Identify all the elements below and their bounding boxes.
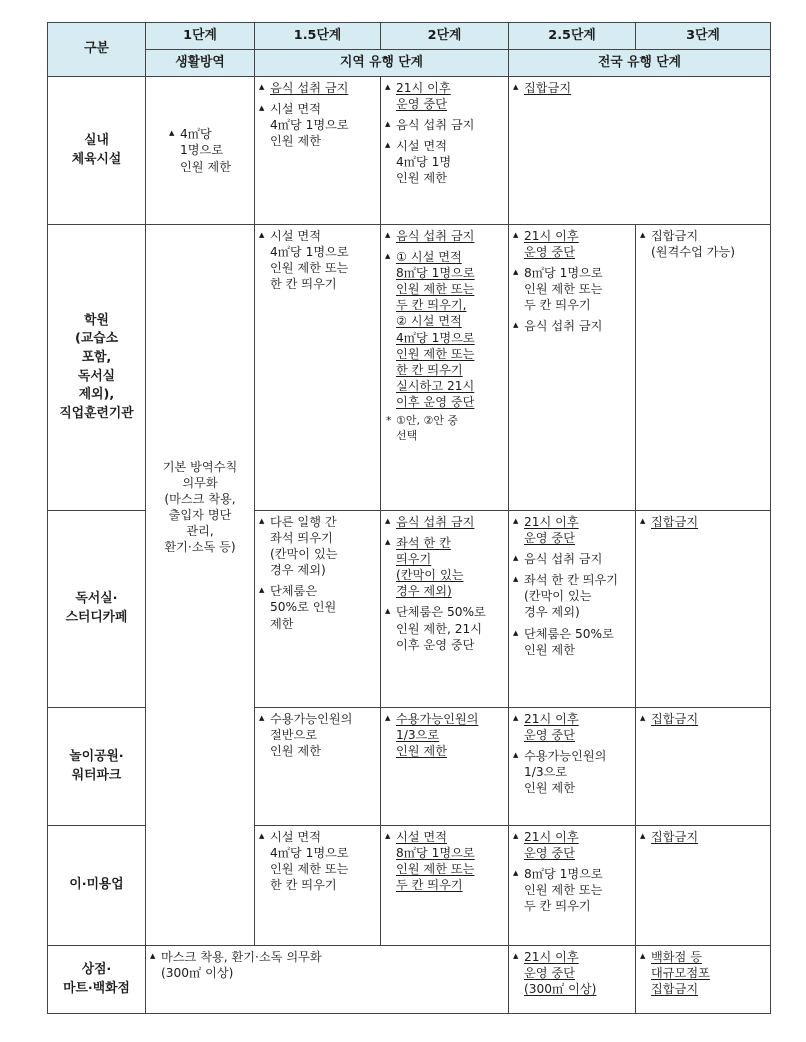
row-label-text: 상점· 마트·백화점 bbox=[63, 961, 130, 996]
bullet-item bbox=[640, 711, 766, 727]
bullet-item: ▲ 단체룸은 50%로 인원 제한 bbox=[513, 626, 631, 658]
row-label-indoor-sports bbox=[48, 77, 146, 225]
bullet-item: ▲ 좌석 한 칸 띄우기 (칸막이 있는 경우 제외) bbox=[513, 572, 631, 620]
bullet-item bbox=[513, 228, 631, 260]
underlined-text: 좌석 한 칸 띄우기 (칸막이 있는 경우 제외) bbox=[396, 536, 464, 599]
bullet-item: ▲ 시설 면적 4㎡당 1명 인원 제한 bbox=[385, 138, 504, 186]
header-category: 구분 bbox=[48, 23, 146, 77]
cell-beauty-s2 bbox=[381, 826, 509, 946]
cell-indoor-s15 bbox=[255, 77, 381, 225]
bullet-item bbox=[385, 228, 504, 244]
bullet-item bbox=[385, 249, 504, 410]
cell-academy-s25 bbox=[509, 225, 636, 511]
underlined-text: 집합금지 bbox=[651, 712, 699, 726]
group-daily-life: 생활방역 bbox=[146, 50, 255, 77]
bullet-item: ▲ 음식 섭취 금지 bbox=[385, 117, 504, 133]
underlined-text: 21시 이후 운영 중단 bbox=[524, 229, 579, 260]
restriction-table bbox=[47, 22, 771, 1014]
bullet-item: ▲ 단체룸은 50%로 인원 제한, 21시 이후 운영 중단 bbox=[385, 604, 504, 652]
bullet-item: ▲ 4㎡당 1명으로 인원 제한 bbox=[169, 126, 231, 174]
bullet-item: ▲ 시설 면적 4㎡당 1명으로 인원 제한 bbox=[259, 101, 376, 149]
header-stage-2: 2단계 bbox=[381, 23, 509, 50]
cell-stores-s1-s2 bbox=[146, 946, 509, 1014]
cell-indoor-s1 bbox=[146, 77, 255, 225]
underlined-text: 백화점 등 대규모점포 집합금지 bbox=[651, 950, 710, 997]
bullet-item: ▲ 시설 면적 4㎡당 1명으로 인원 제한 또는 한 칸 띄우기 bbox=[259, 829, 376, 893]
bullet-item bbox=[385, 514, 504, 530]
underlined-text: 21시 이후 운영 중단 bbox=[396, 81, 451, 112]
bullet-item: ▲ 음식 섭취 금지 bbox=[513, 551, 631, 567]
underlined-text: 집합금지 bbox=[524, 81, 572, 95]
cell-beauty-s25 bbox=[509, 826, 636, 946]
bullet-item bbox=[640, 829, 766, 845]
bullet-item: ▲ 수용가능인원의 1/3으로 인원 제한 bbox=[513, 748, 631, 796]
row-label-beauty bbox=[48, 826, 146, 946]
underlined-text: 음식 섭취 금지 bbox=[396, 515, 475, 529]
row-label-text: 이·미용업 bbox=[69, 877, 124, 893]
bullet-item bbox=[385, 829, 504, 893]
underlined-text: 수용가능인원의 1/3으로 인원 제한 bbox=[396, 712, 479, 759]
cell-academy-s3 bbox=[636, 225, 771, 511]
row-label-study-cafe bbox=[48, 511, 146, 708]
cell-indoor-s25-s3 bbox=[509, 77, 771, 225]
cell-indoor-s2 bbox=[381, 77, 509, 225]
cell-academy-s15 bbox=[255, 225, 381, 511]
bullet-item: ▲ 시설 면적 4㎡당 1명으로 인원 제한 또는 한 칸 띄우기 bbox=[259, 228, 376, 292]
underlined-text: 21시 이후 운영 중단 bbox=[524, 712, 579, 743]
bullet-item: ▲ 마스크 착용, 환기·소독 의무화 (300㎡ 이상) bbox=[150, 949, 504, 981]
bullet-item bbox=[513, 949, 631, 997]
underlined-text: 21시 이후 운영 중단 bbox=[524, 515, 579, 546]
bullet-item: ▲ 8㎡당 1명으로 인원 제한 또는 두 칸 띄우기 bbox=[513, 866, 631, 914]
bullet-item: ▲ 집합금지 (원격수업 가능) bbox=[640, 228, 766, 260]
row-label-text: 실내 체육시설 bbox=[71, 132, 122, 167]
underlined-text: 음식 섭취 금지 bbox=[396, 229, 475, 243]
bullet-item bbox=[513, 829, 631, 861]
bullet-item bbox=[385, 535, 504, 599]
underlined-text: 음식 섭취 금지 bbox=[270, 81, 349, 95]
bullet-item bbox=[259, 80, 376, 96]
bullet-item: ▲ 수용가능인원의 절반으로 인원 제한 bbox=[259, 711, 376, 759]
header-stage-2-5: 2.5단계 bbox=[509, 23, 636, 50]
bullet-item: ▲ 음식 섭취 금지 bbox=[513, 318, 631, 334]
bullet-item: ▲ 단체룸은 50%로 인원 제한 bbox=[259, 583, 376, 631]
row-label-text: 학원 (교습소 포함, 독서실 제외), 직업훈련기관 bbox=[59, 312, 134, 421]
cell-amusement-s2 bbox=[381, 708, 509, 826]
cell-study-s2 bbox=[381, 511, 509, 708]
cell-beauty-s15 bbox=[255, 826, 381, 946]
underlined-text: 시설 면적 8㎡당 1명으로 인원 제한 또는 두 칸 띄우기 bbox=[396, 830, 475, 893]
cell-amusement-s3 bbox=[636, 708, 771, 826]
underlined-text: 21시 이후 운영 중단 bbox=[524, 830, 579, 861]
underlined-text: 집합금지 bbox=[651, 515, 699, 529]
footnote: * ①안, ②안 중 선택 bbox=[385, 414, 504, 443]
row-label-stores bbox=[48, 946, 146, 1014]
bullet-item: ▲ 다른 일행 간 좌석 띄우기 (칸막이 있는 경우 제외) bbox=[259, 514, 376, 578]
bullet-item bbox=[385, 711, 504, 759]
bullet-item: ▲ 8㎡당 1명으로 인원 제한 또는 두 칸 띄우기 bbox=[513, 265, 631, 313]
cell-study-s3 bbox=[636, 511, 771, 708]
underlined-text: ① 시설 면적 8㎡당 1명으로 인원 제한 또는 두 칸 띄우기, ② 시설 면적 4㎡당 1명으로 인원 제한 또는 한 칸 띄우기 실시하고 21시 이후 운영 중단 bbox=[396, 250, 475, 409]
row-label-text: 독서실· 스터디카페 bbox=[65, 591, 128, 625]
bullet-item bbox=[513, 711, 631, 743]
bullet-item bbox=[513, 80, 766, 96]
bullet-item bbox=[640, 949, 766, 997]
underlined-text: 21시 이후 운영 중단 (300㎡ 이상) bbox=[524, 950, 597, 997]
row-label-text: 놀이공원· 워터파크 bbox=[69, 748, 124, 783]
cell-stores-s3 bbox=[636, 946, 771, 1014]
cell-amusement-s15 bbox=[255, 708, 381, 826]
cell-study-s25 bbox=[509, 511, 636, 708]
group-national: 전국 유행 단계 bbox=[509, 50, 771, 77]
bullet-item bbox=[513, 514, 631, 546]
header-stage-1-5: 1.5단계 bbox=[255, 23, 381, 50]
cell-academy-s2 bbox=[381, 225, 509, 511]
basic-rule-text: 기본 방역수칙 의무화 (마스크 착용, 출입자 명단 관리, 환기·소독 등) bbox=[162, 459, 238, 555]
bullet-item bbox=[385, 80, 504, 112]
group-regional: 지역 유행 단계 bbox=[255, 50, 509, 77]
underlined-text: 집합금지 bbox=[651, 830, 699, 844]
cell-amusement-s25 bbox=[509, 708, 636, 826]
cell-study-s15 bbox=[255, 511, 381, 708]
bullet-item bbox=[640, 514, 766, 530]
header-stage-1: 1단계 bbox=[146, 23, 255, 50]
cell-stores-s25 bbox=[509, 946, 636, 1014]
row-label-amusement bbox=[48, 708, 146, 826]
cell-beauty-s3 bbox=[636, 826, 771, 946]
header-stage-3: 3단계 bbox=[636, 23, 771, 50]
cell-basic-rule bbox=[146, 225, 255, 946]
row-label-academy bbox=[48, 225, 146, 511]
